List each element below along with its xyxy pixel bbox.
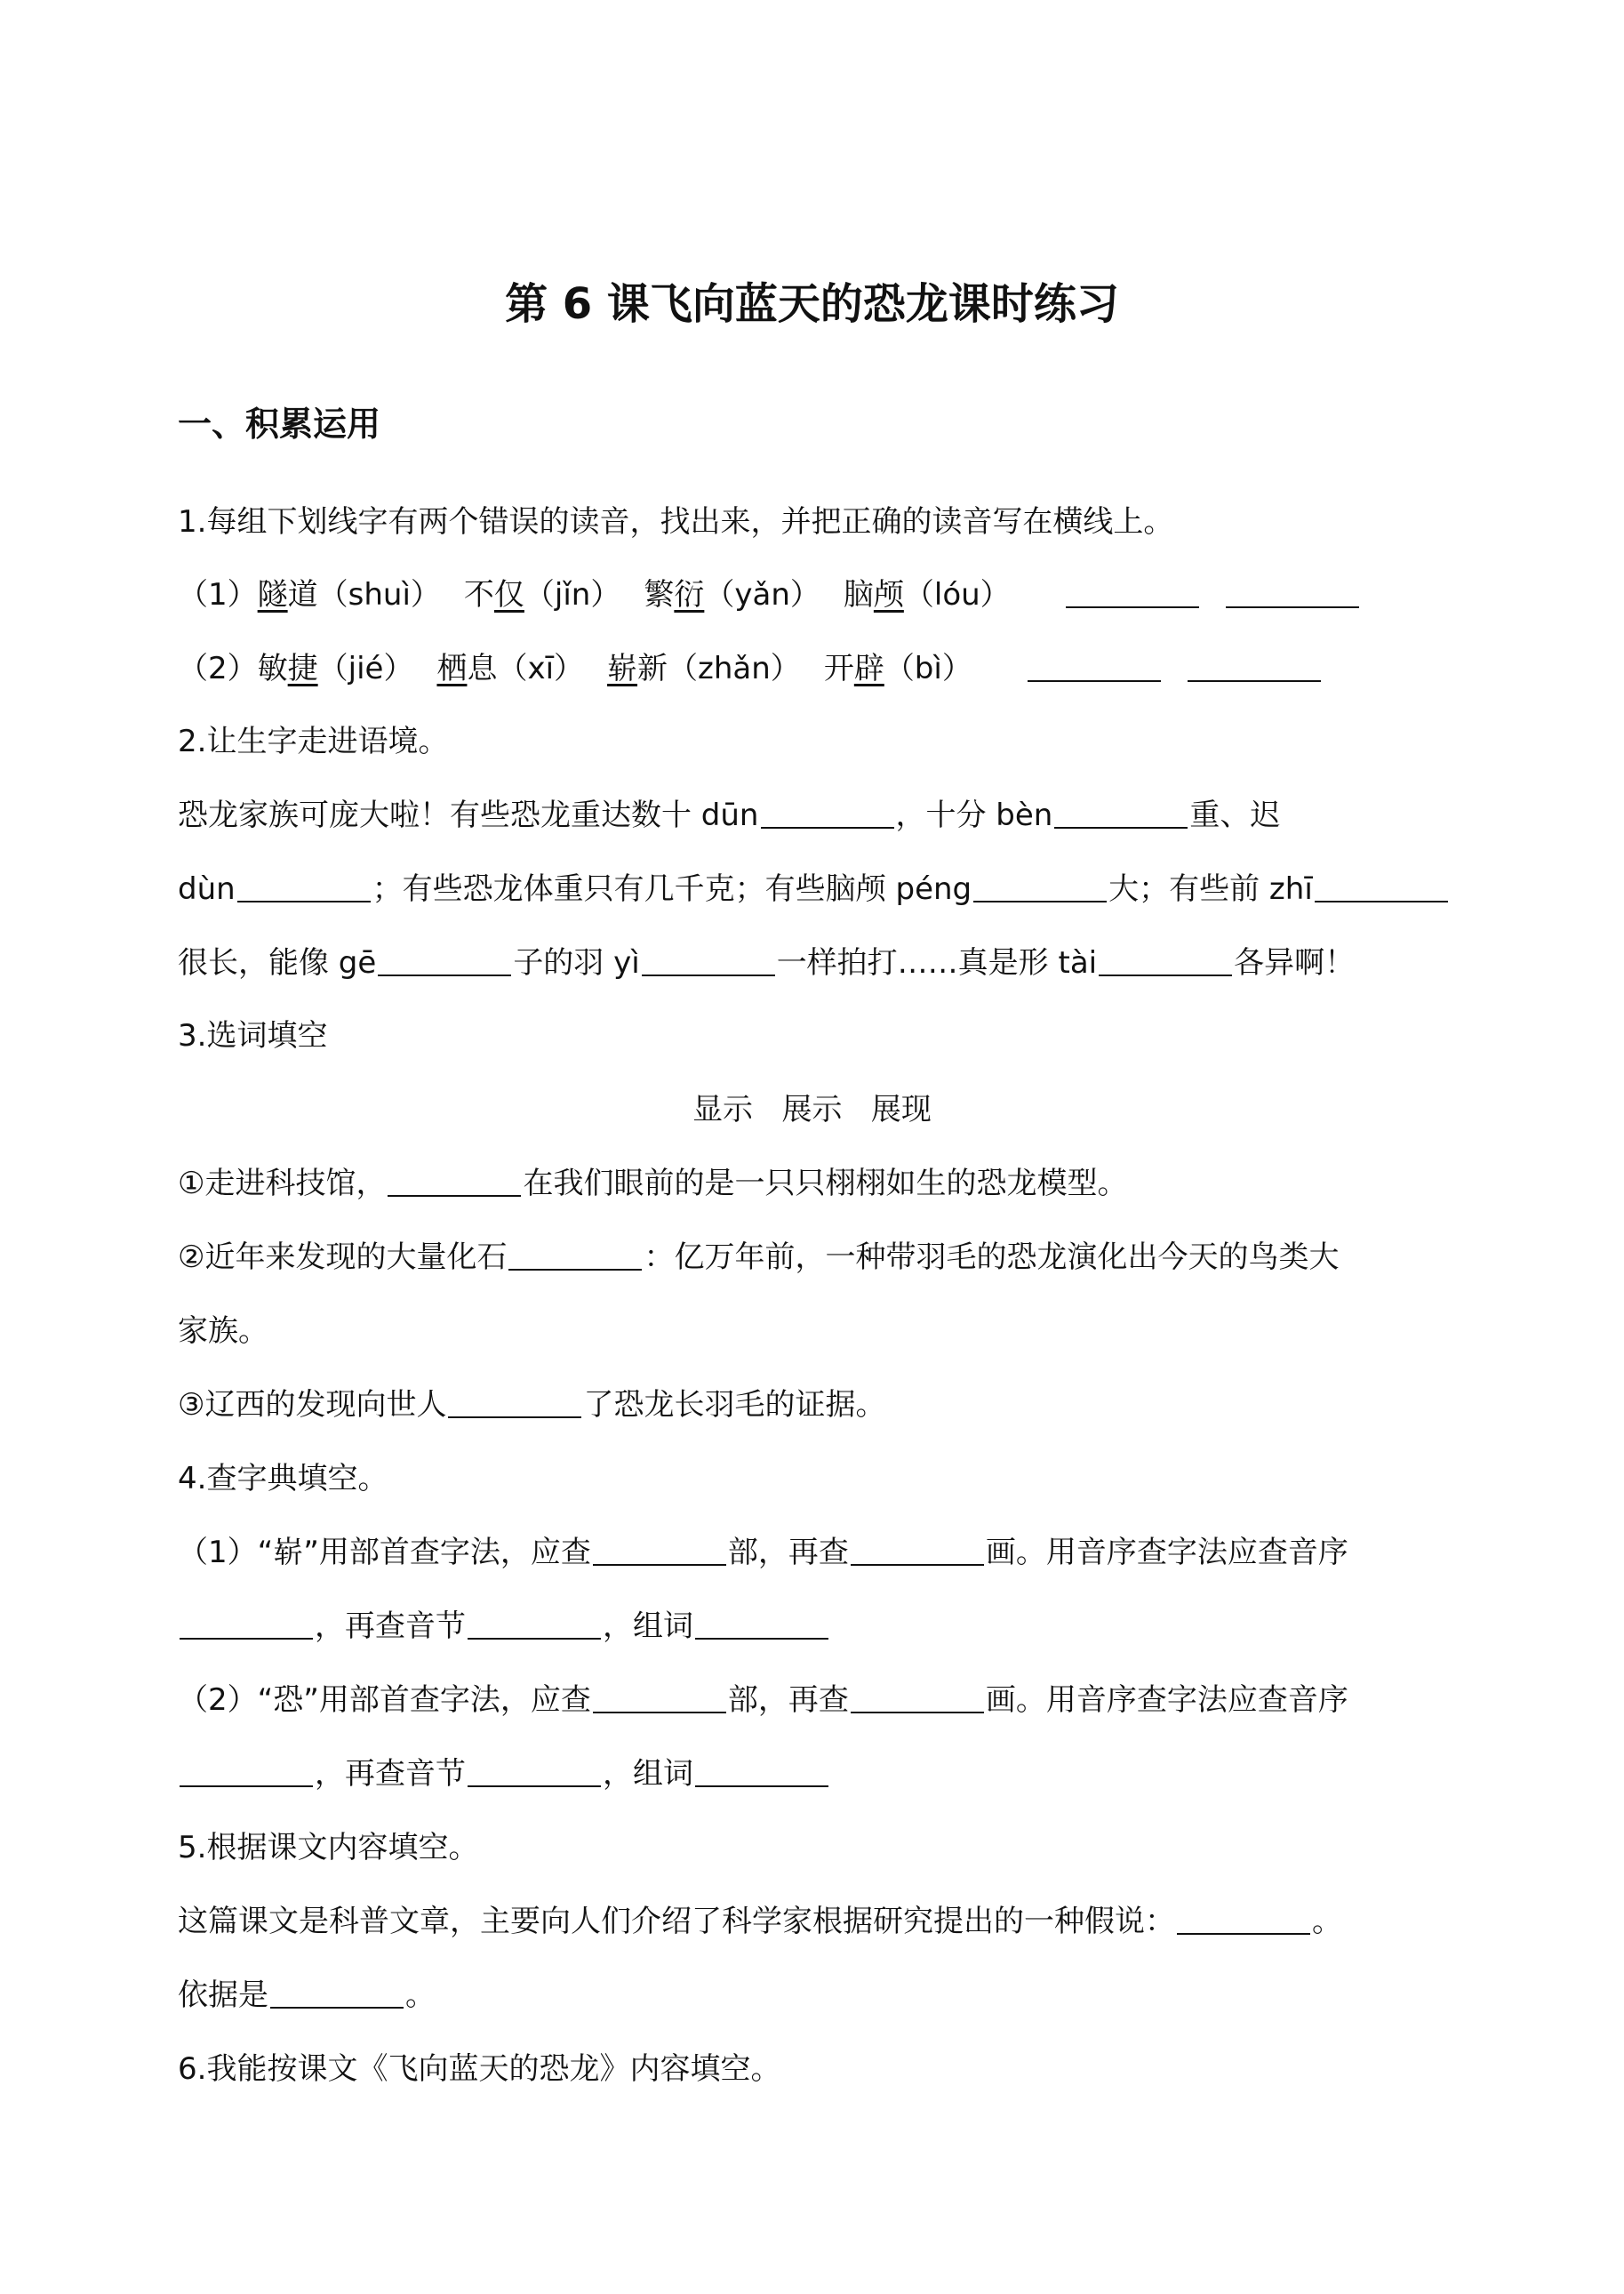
pinyin: （xī） [497, 651, 585, 686]
q1-prompt: 1.每组下划线字有两个错误的读音，找出来，并把正确的读音写在横线上。 [178, 504, 1174, 540]
q5-line-1 [178, 1906, 1342, 1937]
answer-blank[interactable] [1315, 897, 1448, 902]
q6-prompt: 6.我能按课文《飞向蓝天的恐龙》内容填空。 [178, 2051, 781, 2087]
q1-row1-num: （1） [178, 577, 258, 613]
answer-blank[interactable] [180, 1634, 313, 1640]
underlined-char: 捷 [287, 651, 318, 686]
text-segment: ③辽西的发现向世人 [178, 1387, 447, 1423]
text-segment: ，再查音节 [315, 1756, 466, 1792]
q3-word-choices: 显示 展示 展现 [692, 1092, 932, 1127]
q2-line2 [178, 871, 1450, 907]
text-segment: 大；有些前 zhī [1108, 871, 1313, 907]
answer-blank[interactable] [695, 1634, 828, 1640]
answer-blank[interactable] [388, 1191, 521, 1197]
text-segment: ：亿万年前，一种带羽毛的恐龙演化出今天的鸟类大 [644, 1239, 1340, 1275]
text-segment: （2）“恐”用部首查字法，应查 [178, 1682, 591, 1718]
answer-blank[interactable] [1028, 677, 1161, 682]
word-pre: 开 [823, 651, 854, 686]
answer-blank[interactable] [1066, 603, 1199, 608]
answer-blank[interactable] [761, 823, 894, 829]
pinyin: （jǐn） [524, 577, 621, 613]
underlined-char: 颅 [873, 577, 904, 613]
text-segment: 部，再查 [727, 1535, 849, 1570]
answer-blank[interactable] [1188, 677, 1321, 682]
answer-blank[interactable] [973, 897, 1107, 902]
q4-part-2-cont [178, 1756, 830, 1792]
answer-blank[interactable] [448, 1413, 581, 1418]
text-segment: 。 [1312, 1904, 1342, 1939]
q4-part-1-cont [178, 1608, 830, 1644]
q4-part-2 [178, 1682, 1348, 1718]
answer-blank[interactable] [593, 1560, 726, 1566]
section-heading: 一、积累运用 [178, 405, 381, 444]
text-segment: dùn [178, 871, 236, 907]
text-segment: 在我们眼前的是一只只栩栩如生的恐龙模型。 [523, 1166, 1128, 1201]
pinyin: （jié） [317, 651, 414, 686]
text-segment: 依据是 [178, 1977, 268, 2013]
word-pre: 脑 [843, 577, 874, 613]
answer-blank[interactable] [468, 1782, 601, 1787]
q5-prompt: 5.根据课文内容填空。 [178, 1830, 479, 1865]
underlined-char: 隧 [257, 577, 288, 613]
q1-row2 [178, 651, 1323, 686]
answer-blank[interactable] [1054, 823, 1188, 829]
q3-prompt: 3.选词填空 [178, 1018, 328, 1054]
q3-sentence-1 [178, 1168, 1127, 1199]
text-segment: 重、迟 [1189, 798, 1281, 833]
pinyin: （zhǎn） [668, 651, 801, 686]
pinyin: （lóu） [903, 577, 1011, 613]
q3-sentence-3 [178, 1387, 886, 1423]
text-segment: ①走进科技馆， [178, 1166, 387, 1201]
text-segment: ②近年来发现的大量化石 [178, 1239, 508, 1275]
text-segment: ，再查音节 [315, 1608, 466, 1644]
q4-prompt: 4.查字典填空。 [178, 1461, 388, 1496]
answer-blank[interactable] [468, 1634, 601, 1640]
q2-line3 [178, 945, 1356, 981]
text-segment: 。 [405, 1977, 436, 2013]
text-segment: 各异啊！ [1234, 945, 1356, 981]
text-segment: （1）“崭”用部首查字法，应查 [178, 1535, 591, 1570]
q1-row2-num: （2） [178, 651, 258, 686]
word-rest: 息 [467, 651, 498, 686]
answer-blank[interactable] [378, 971, 511, 976]
word-rest: 道 [287, 577, 318, 613]
answer-blank[interactable] [695, 1782, 828, 1787]
text-segment: 了恐龙长羽毛的证据。 [583, 1387, 886, 1423]
page-title: 第 6 课飞向蓝天的恐龙课时练习 [505, 279, 1119, 329]
underlined-char: 衍 [674, 577, 705, 613]
text-segment: ；有些恐龙体重只有几千克；有些脑颅 péng [372, 871, 972, 907]
text-segment: ，十分 bèn [895, 798, 1053, 833]
answer-blank[interactable] [180, 1782, 313, 1787]
q1-row1 [178, 577, 1361, 613]
text-segment: ，组词 [603, 1756, 693, 1792]
pinyin: （bì） [884, 651, 972, 686]
underlined-char: 仅 [493, 577, 524, 613]
text-segment: 这篇课文是科普文章，主要向人们介绍了科学家根据研究提出的一种假说： [178, 1904, 1175, 1939]
word-pre: 敏 [257, 651, 288, 686]
word-pre: 繁 [644, 577, 675, 613]
answer-blank[interactable] [851, 1560, 984, 1566]
text-segment: 恐龙家族可庞大啦！有些恐龙重达数十 dūn [178, 798, 759, 833]
underlined-char: 栖 [436, 651, 468, 686]
text-segment: 部，再查 [727, 1682, 849, 1718]
answer-blank[interactable] [851, 1708, 984, 1713]
q3-sentence-2 [178, 1239, 1340, 1275]
word-pre: 不 [463, 577, 494, 613]
q4-part-1 [178, 1537, 1348, 1568]
underlined-char: 辟 [853, 651, 884, 686]
q2-prompt: 2.让生字走进语境。 [178, 724, 449, 759]
text-segment: 子的羽 yì [513, 945, 640, 981]
answer-blank[interactable] [237, 897, 371, 902]
answer-blank[interactable] [1226, 603, 1359, 608]
text-segment: 一样拍打……真是形 tài [776, 945, 1098, 981]
answer-blank[interactable] [1099, 971, 1232, 976]
answer-blank[interactable] [270, 2003, 404, 2009]
text-segment: ，组词 [603, 1608, 693, 1644]
text-segment: 很长，能像 gē [178, 945, 377, 981]
text-segment: 画。用音序查字法应查音序 [985, 1535, 1348, 1570]
word-rest: 新 [637, 651, 668, 686]
answer-blank[interactable] [642, 971, 775, 976]
text-segment: 画。用音序查字法应查音序 [985, 1682, 1348, 1718]
answer-blank[interactable] [593, 1708, 726, 1713]
answer-blank[interactable] [1177, 1929, 1310, 1935]
q3-sentence-2-cont: 家族。 [178, 1313, 268, 1349]
q5-line-2 [178, 1977, 436, 2013]
answer-blank[interactable] [508, 1265, 642, 1271]
pinyin: （shuì） [317, 577, 441, 613]
underlined-char: 崭 [607, 651, 638, 686]
pinyin: （yǎn） [704, 577, 820, 613]
q2-line1 [178, 798, 1281, 833]
